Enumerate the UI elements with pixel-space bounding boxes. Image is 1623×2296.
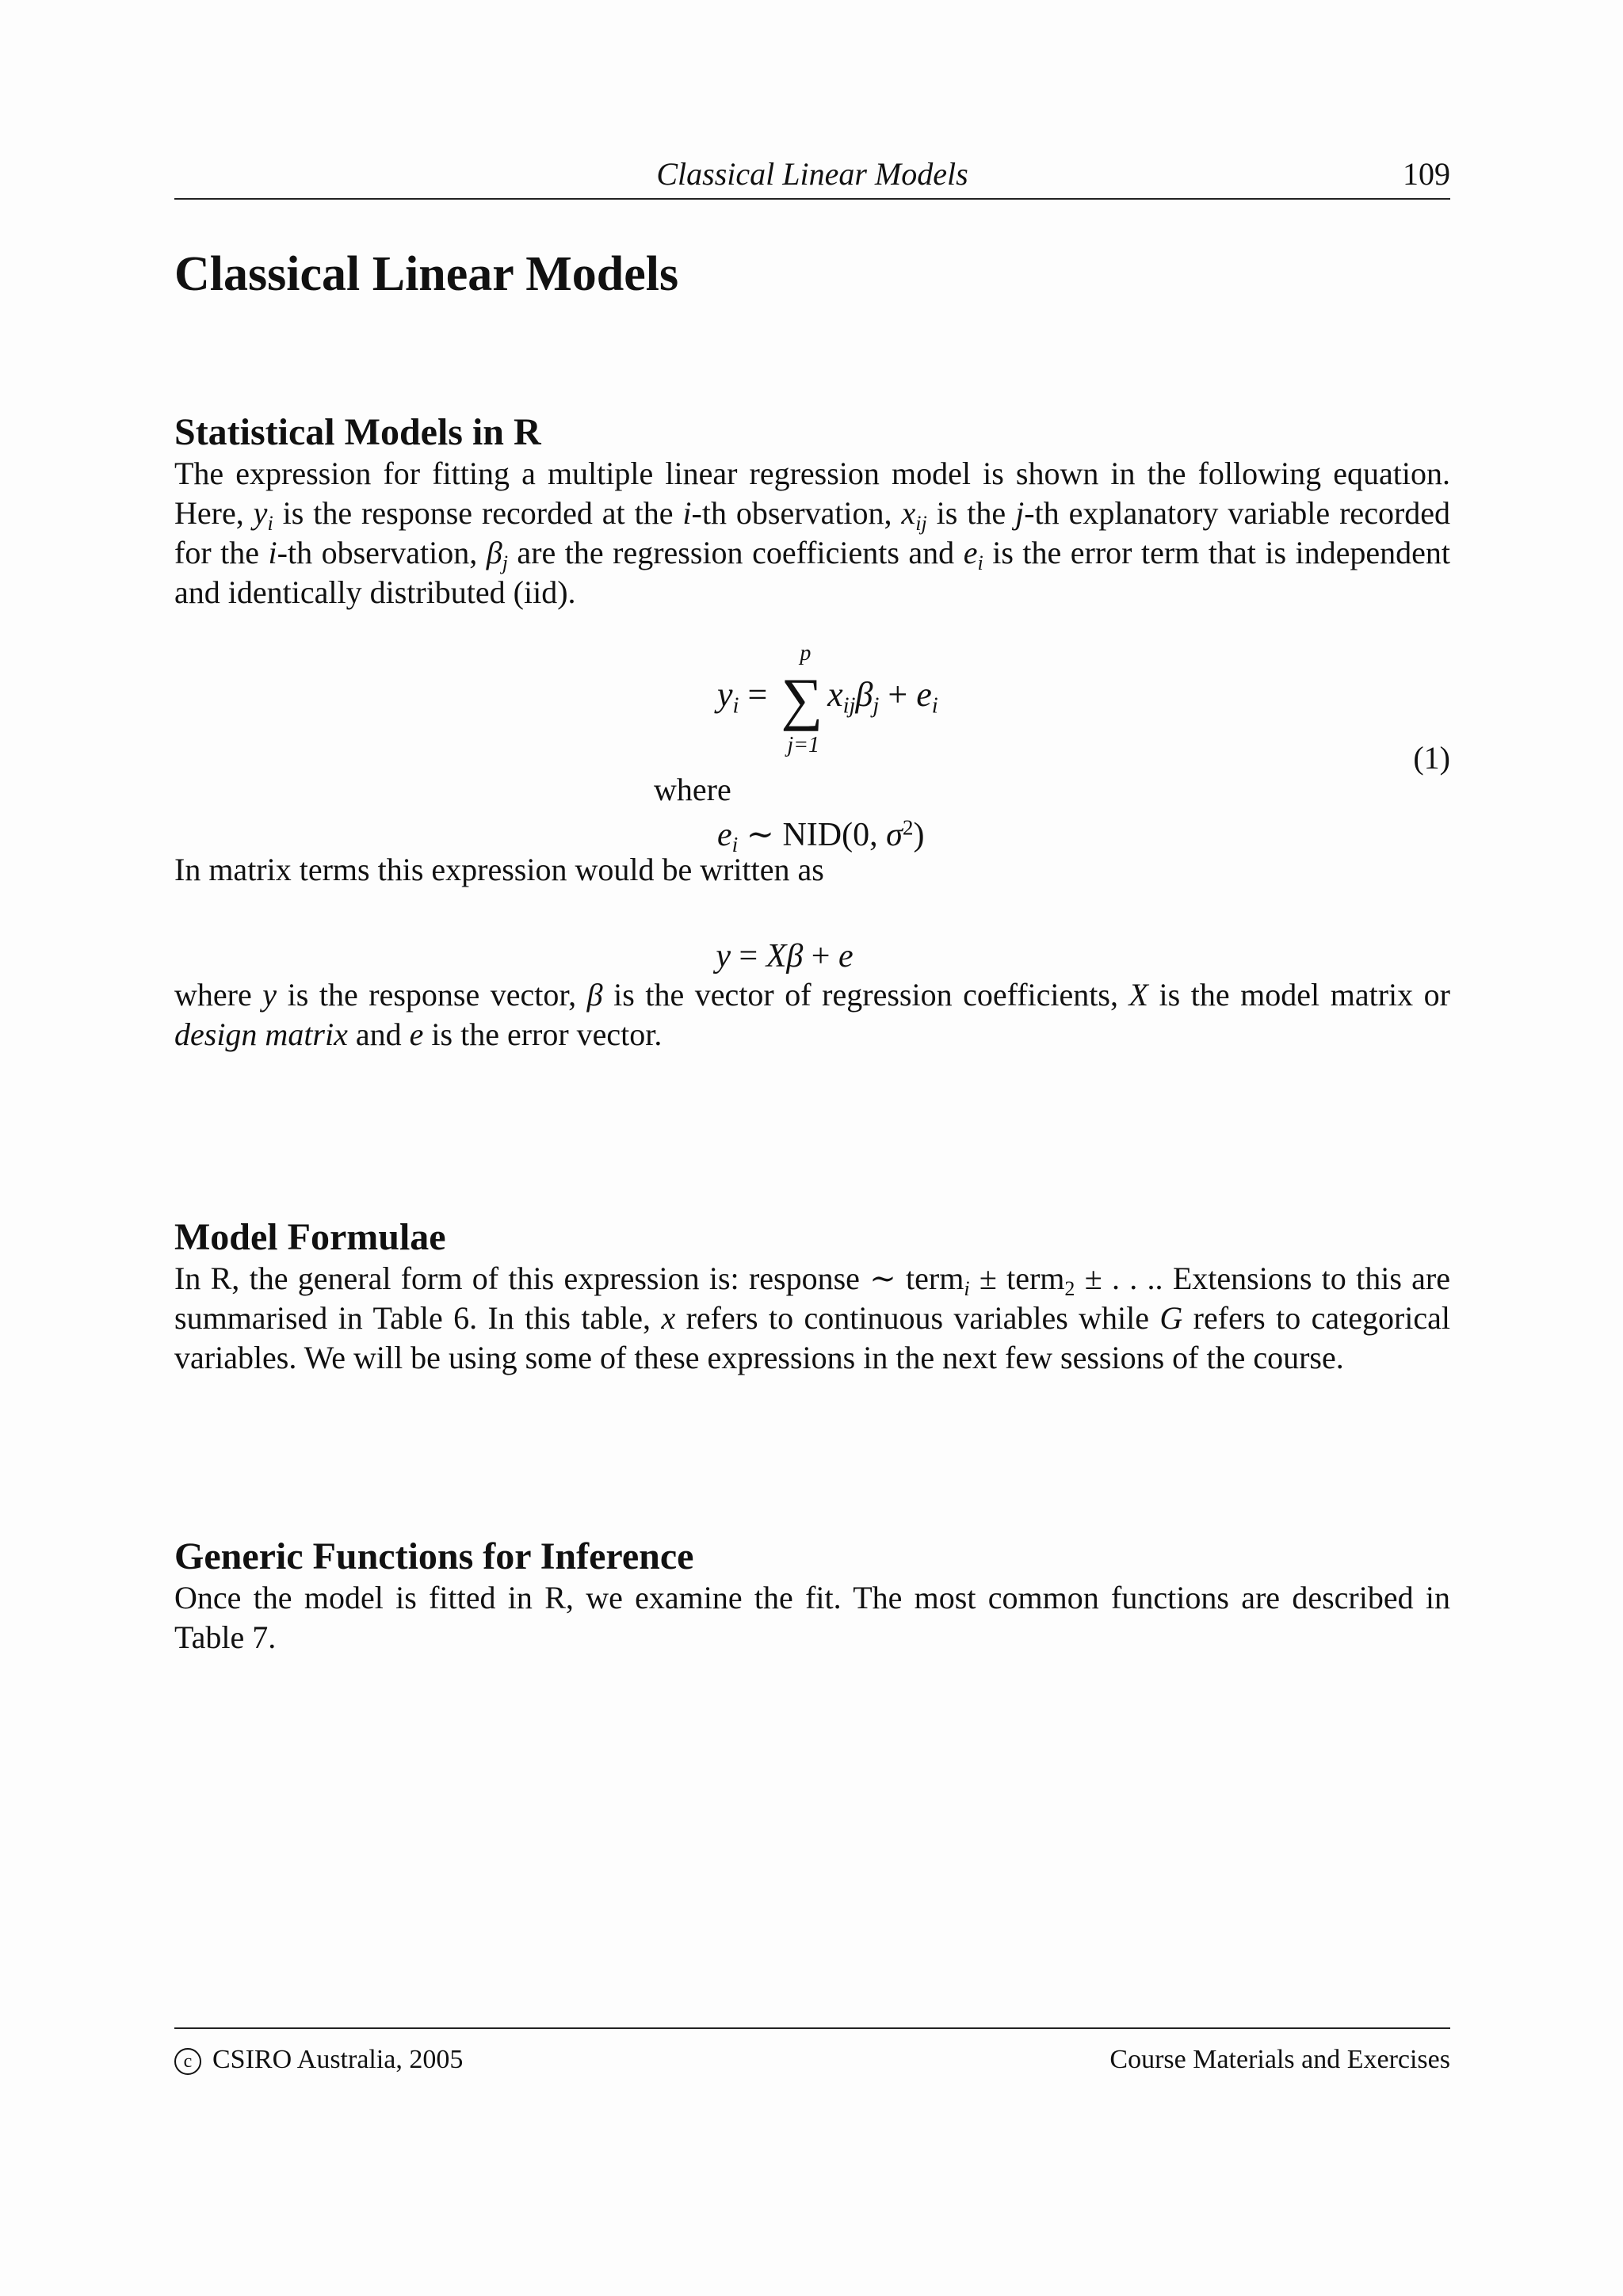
section-heading-model-formulae: Model Formulae bbox=[174, 1215, 446, 1258]
equation-error-distribution: $e_i$ ∼ NID(0, $\sigma^2$) bbox=[717, 815, 925, 857]
paragraph-generic-functions: Once the model is fitted in R, we examine the fit. The most common functions are described in Table 7. bbox=[174, 1579, 1450, 1655]
section-heading-statistical-models: Statistical Models in R bbox=[174, 411, 541, 454]
copyright-icon: c bbox=[174, 2048, 201, 2075]
paragraph-regression-intro: The expression for fitting a multiple linear regression model is shown in the following equation. Here, $y_i$ is the response recorded at the i-th observation, $x_{ij}$ is the j-th explanatory variable recorded for the i-th observation, $\beta_j$ are the regression coefficients and $e_i$ is the error term that is independent and identically distributed (iid). bbox=[174, 455, 1451, 610]
page-number: 109 bbox=[1403, 156, 1450, 192]
chapter-title: Classical Linear Models bbox=[174, 247, 679, 301]
footer-copyright: c CSIRO Australia, 2005 bbox=[174, 2045, 463, 2075]
summation-symbol: ∑ p j=1 bbox=[781, 640, 823, 757]
equation-where-label: where bbox=[654, 771, 731, 807]
running-title: Classical Linear Models bbox=[656, 156, 968, 192]
equation-matrix-form: y = Xβ + e bbox=[716, 937, 854, 974]
equation-regression-line: $y_i$ = ∑ p j=1 $x_{ij}\beta_j + e_i$ bbox=[717, 640, 938, 757]
paragraph-model-formulae: In R, the general form of this expression is: response ∼ term$_i$ ± term$_2$ ± . . .. Extensions to this are summarised in Table 6. In this table, x refers to continuous variables while G refers to categorical variables. We will be using some of these expressions in the next few sessions of the course. bbox=[174, 1260, 1451, 1375]
equation-1 bbox=[174, 640, 1450, 857]
running-header bbox=[174, 151, 1450, 200]
footer-course-materials: Course Materials and Exercises bbox=[1109, 2045, 1450, 2074]
page-footer bbox=[174, 2027, 1450, 2084]
equation-number: (1) bbox=[1413, 739, 1450, 776]
paragraph-matrix-intro: In matrix terms this expression would be written as bbox=[174, 851, 824, 887]
section-heading-generic-functions: Generic Functions for Inference bbox=[174, 1535, 694, 1577]
page-content bbox=[174, 151, 1450, 1657]
paragraph-matrix-definitions: where y is the response vector, β is the vector of regression coefficients, X is the model matrix or design matrix and e is the error vector. bbox=[174, 976, 1451, 1052]
